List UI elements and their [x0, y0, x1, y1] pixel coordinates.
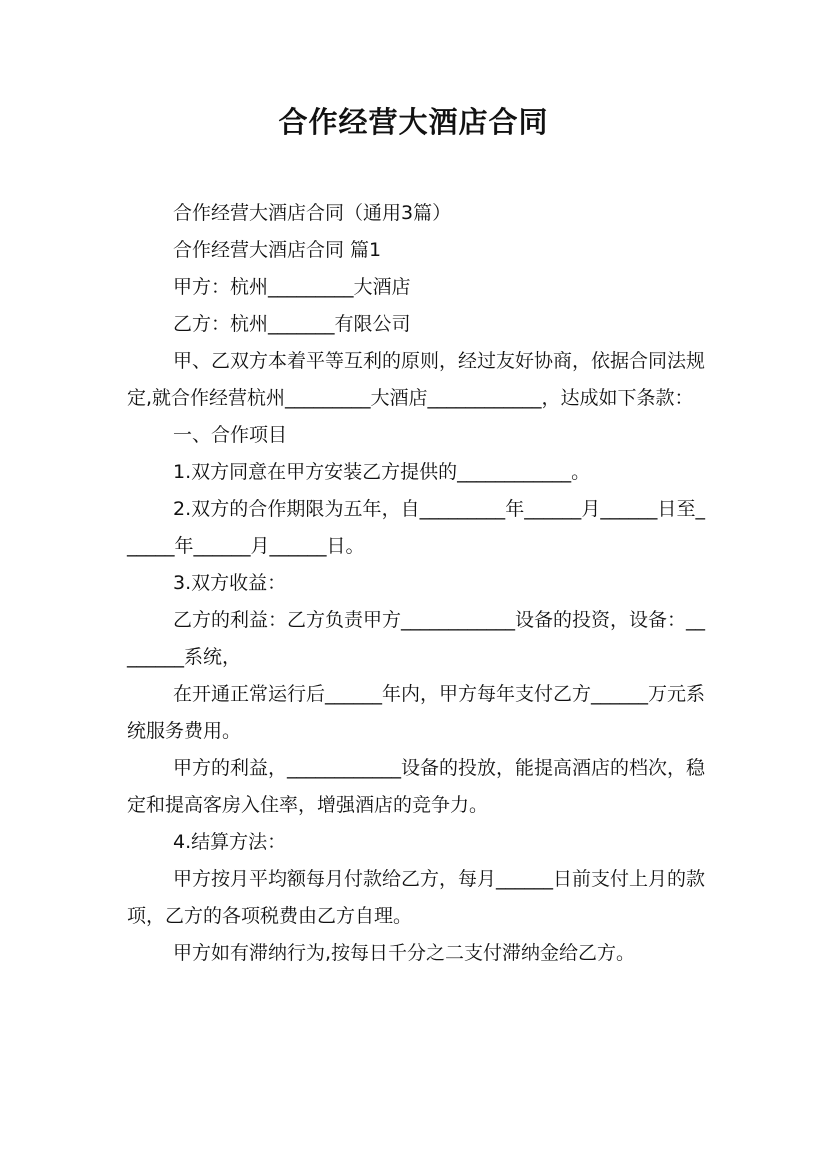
paragraph-item-4: 4.结算方法：: [173, 831, 287, 853]
paragraph-payment-term: 在开通正常运行后______年内，甲方每年支付乙方______万元系统服务费用。: [127, 683, 706, 742]
paragraph-party-a: 甲方：杭州_________大酒店: [173, 276, 411, 298]
paragraph-party-b-benefit: 乙方的利益：乙方负责甲方____________设备的投资，设备：________系统，: [127, 609, 706, 668]
paragraph-party-a-benefit: 甲方的利益，____________设备的投放，能提高酒店的档次，稳定和提高客房入住率，增强酒店的竞争力。: [127, 757, 706, 816]
paragraph-item-3: 3.双方收益：: [173, 572, 287, 594]
paragraph-subtitle: 合作经营大酒店合同（通用3篇）: [173, 202, 452, 224]
paragraph-section-heading: 合作经营大酒店合同 篇1: [173, 239, 382, 261]
paragraph-clause-heading: 一、合作项目: [173, 424, 288, 446]
document-body: [127, 195, 705, 972]
paragraph-item-2: 2.双方的合作期限为五年，自_________年______月______日至______年______月______日。: [127, 498, 705, 557]
paragraph-late-fee: 甲方如有滞纳行为,按每日千分之二支付滞纳金给乙方。: [173, 942, 636, 964]
paragraph-item-1: 1.双方同意在甲方安装乙方提供的____________。: [173, 461, 591, 483]
paragraph-settlement: 甲方按月平均额每月付款给乙方，每月______日前支付上月的款项，乙方的各项税费由乙方自理。: [127, 868, 706, 927]
paragraph-preamble: 甲、乙双方本着平等互利的原则，经过友好协商，依据合同法规定,就合作经营杭州_________大酒店____________，达成如下条款：: [127, 350, 706, 409]
paragraph-party-b: 乙方：杭州_______有限公司: [173, 313, 411, 335]
document-title: 合作经营大酒店合同: [278, 105, 549, 139]
